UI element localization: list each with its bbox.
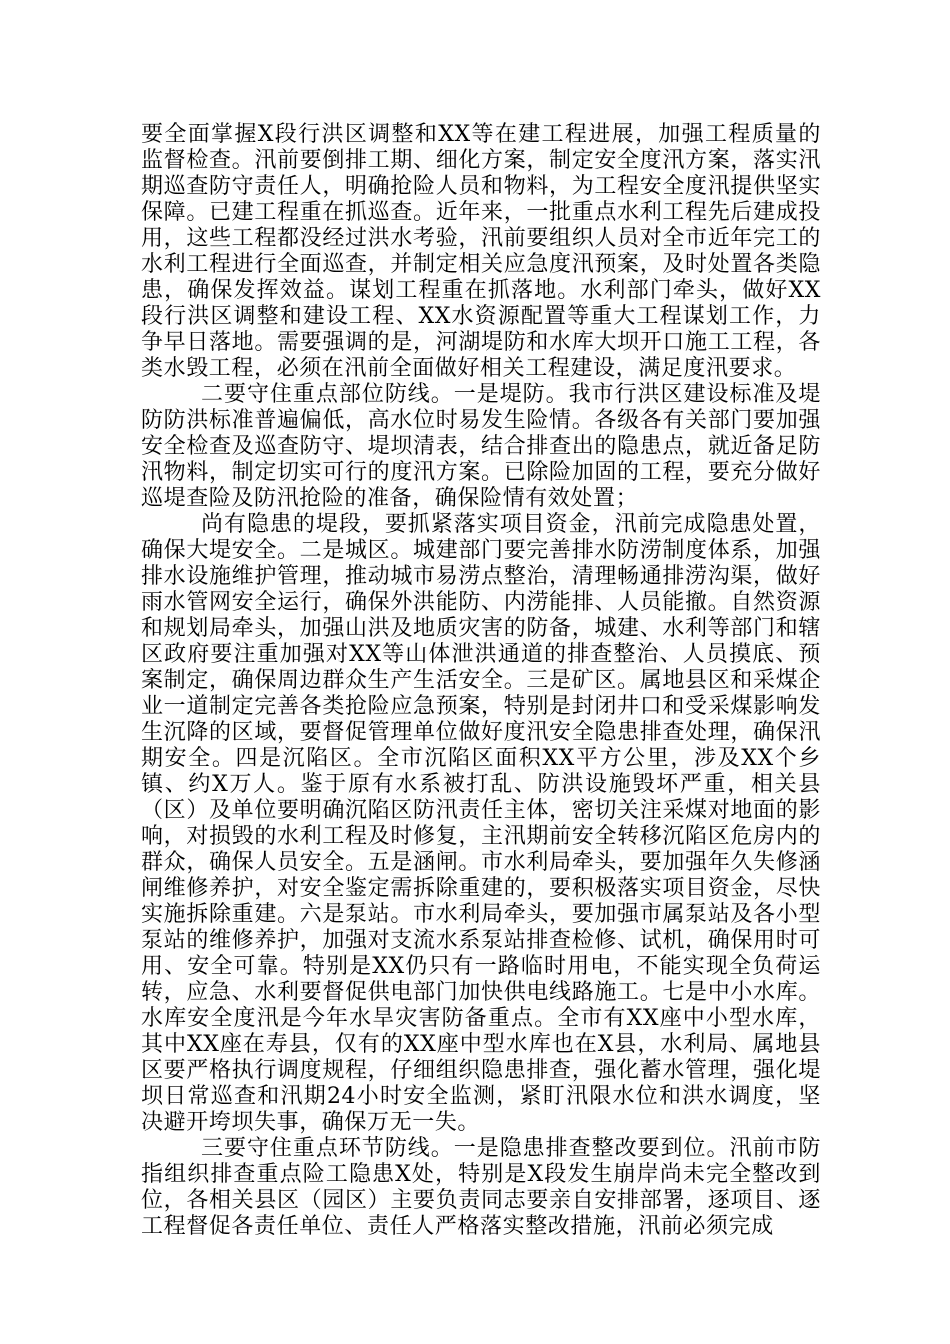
paragraph-continuation: 要全面掌握X段行洪区调整和XX等在建工程进展，加强工程质量的监督检查。汛前要倒排工期、细化方案，制定安全度汛方案，落实汛期巡查防守责任人，明确抢险人员和物料，为工程安全度汛提供坚实保障。已建工程重在抓巡查。近年来，一批重点水利工程先后建成投用，这些工程都没经过洪水考验，汛前要组织人员对全市近年完工的水利工程进行全面巡查，并制定相关应急度汛预案，及时处置各类隐患，确保发挥效益。谋划工程重在抓落地。水利部门牵头，做好XX段行洪区调整和建设工程、XX水资源配置等重大工程谋划工作，力争早日落地。需要强调的是，河湖堤防和水库大坝开口施工工程，各类水毁工程，必须在汛前全面做好相关工程建设，满足度汛要求。 (141, 122, 821, 381)
paragraph-key-locations: 二要守住重点部位防线。一是堤防。我市行洪区建设标准及堤防防洪标准普遍偏低，高水位时易发生险情。各级各有关部门要加强安全检查及巡查防守、堤坝清表，结合排查出的隐患点，就近备足防汛物料，制定切实可行的度汛方案。已除险加固的工程，要充分做好巡堤查险及防汛抢险的准备，确保险情有效处置； (141, 382, 821, 511)
paragraph-hazard-sections: 尚有隐患的堤段，要抓紧落实项目资金，汛前完成隐患处置，确保大堤安全。二是城区。城建部门要完善排水防涝制度体系，加强排水设施维护管理，推动城市易涝点整治，清理畅通排涝沟渠，做好雨水管网安全运行，确保外洪能防、内涝能排、人员能撤。自然资源和规划局牵头，加强山洪及地质灾害的防备，城建、水利等部门和辖区政府要注重加强对XX等山体泄洪通道的排查整治、人员摸底、预案制定，确保周边群众生产生活安全。三是矿区。属地县区和采煤企业一道制定完善各类抢险应急预案，特别是封闭井口和受采煤影响发生沉降的区域，要督促管理单位做好度汛安全隐患排查处理，确保汛期安全。四是沉陷区。全市沉陷区面积XX平方公里，涉及XX个乡镇、约X万人。鉴于原有水系被打乱、防洪设施毁坏严重，相关县（区）及单位要明确沉陷区防汛责任主体，密切关注采煤对地面的影响，对损毁的水利工程及时修复，主汛期前安全转移沉陷区危房内的群众，确保人员安全。五是涵闸。市水利局牵头，要加强年久失修涵闸维修养护，对安全鉴定需拆除重建的，要积极落实项目资金，尽快实施拆除重建。六是泵站。市水利局牵头，要加强市属泵站及各小型泵站的维修养护，加强对支流水系泵站排查检修、试机，确保用时可用、安全可靠。特别是XX仍只有一路临时用电，不能实现全负荷运转，应急、水利要督促供电部门加快供电线路施工。七是中小水库。水库安全度汛是今年水旱灾害防备重点。全市有XX座中小型水库，其中XX座在寿县，仅有的XX座中型水库也在X县，水利局、属地县区要严格执行调度规程，仔细组织隐患排查，强化蓄水管理，强化堤坝日常巡查和汛期24小时安全监测，紧盯汛限水位和洪水调度，坚决避开垮坝失事，确保万无一失。 (141, 512, 821, 1135)
paragraph-key-links: 三要守住重点环节防线。一是隐患排查整改要到位。汛前市防指组织排查重点险工隐患X处，特别是X段发生崩岸尚未完全整改到位，各相关县区（园区）主要负责同志要亲自安排部署，逐项目、逐工程督促各责任单位、责任人严格落实整改措施，汛前必须完成 (141, 1136, 821, 1239)
document-body (141, 122, 821, 1240)
